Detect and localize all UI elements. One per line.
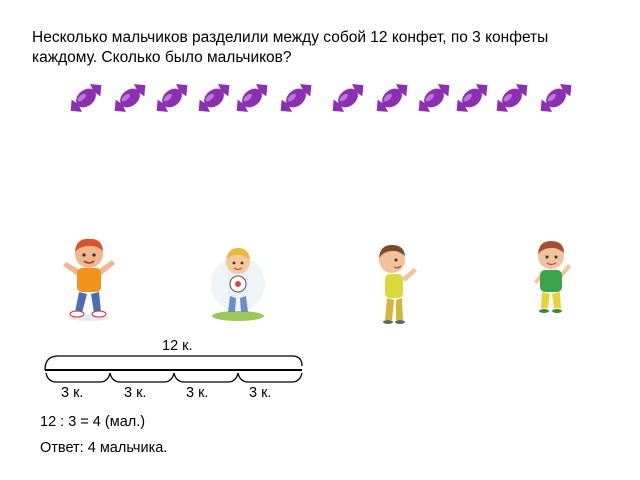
total-label: 12 к. bbox=[162, 338, 193, 354]
segment-brace-1 bbox=[46, 373, 110, 382]
segment-label-2: 3 к. bbox=[124, 385, 147, 401]
segment-brace-2 bbox=[110, 373, 174, 382]
segment-label-3: 3 к. bbox=[186, 385, 209, 401]
answer-text: Ответ: 4 мальчика. bbox=[40, 440, 168, 456]
segment-label-1: 3 к. bbox=[61, 385, 84, 401]
segment-brace-3 bbox=[174, 373, 238, 382]
problem-line-1: Несколько мальчиков разделили между собой 12 конфет, по 3 конфеты bbox=[32, 29, 549, 46]
segment-brace-4 bbox=[238, 373, 302, 382]
solution-equation: 12 : 3 = 4 (мал.) bbox=[40, 414, 146, 430]
segment-label-4: 3 к. bbox=[249, 385, 272, 401]
problem-line-2: каждому. Сколько было мальчиков? bbox=[32, 49, 292, 66]
total-brace bbox=[45, 356, 302, 370]
